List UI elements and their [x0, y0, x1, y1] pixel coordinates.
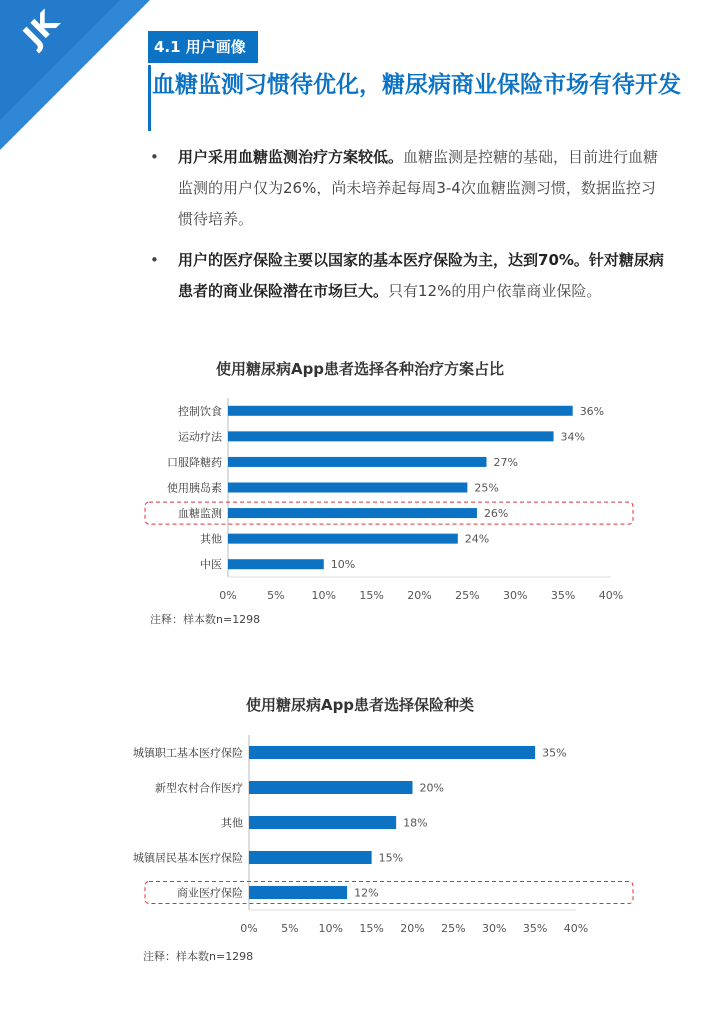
- data-label: 36%: [579, 404, 605, 418]
- x-tick-label: 35%: [550, 589, 576, 602]
- bullet-text: 血糖监测是控糖的基础，目前进行血糖监测的用户仅为26%，尚未培养起每周3-4次血糖监测习惯，数据监控习惯待培养。: [178, 148, 659, 228]
- x-tick-label: 20%: [400, 922, 425, 935]
- category-label: 城镇居民基本医疗保险: [133, 851, 243, 865]
- bar: [249, 816, 396, 829]
- bar: [228, 457, 487, 467]
- x-tick-label: 30%: [482, 922, 507, 935]
- x-tick-label: 40%: [563, 922, 589, 935]
- x-tick-label: 10%: [318, 922, 343, 935]
- brand-logo: [0, 0, 150, 150]
- bar: [228, 534, 458, 544]
- bullet-dot: •: [150, 251, 159, 269]
- category-label: 新型农村合作医疗: [155, 781, 243, 795]
- category-label: 中医: [200, 558, 222, 572]
- x-tick-label: 25%: [455, 589, 480, 602]
- bar: [228, 483, 467, 493]
- bullet-list: [148, 142, 668, 317]
- chart-insurance: [0, 735, 720, 940]
- x-tick-label: 20%: [407, 589, 432, 602]
- data-label: 12%: [354, 886, 379, 900]
- bar: [228, 559, 324, 569]
- bullet-item: [148, 245, 668, 307]
- bullet-bold-text: 用户的医疗保险主要以国家的基本医疗保险为主，达到70%。针对糖尿病患者的商业保险潜在市场巨大。: [178, 251, 664, 300]
- bar: [249, 781, 413, 794]
- category-label: 控制饮食: [178, 404, 222, 418]
- bar: [228, 406, 573, 416]
- chart-note-insurance: 注释：样本数n=1298: [143, 950, 254, 963]
- chart-title-insurance: 使用糖尿病App患者选择保险种类: [245, 696, 475, 714]
- category-label: 运动疗法: [178, 430, 222, 444]
- category-label: 其他: [221, 816, 243, 830]
- bar: [249, 746, 535, 759]
- x-tick-label: 5%: [281, 922, 299, 935]
- data-label: 34%: [560, 430, 586, 444]
- x-tick-label: 25%: [441, 922, 466, 935]
- data-label: 26%: [483, 507, 509, 521]
- x-tick-label: 35%: [522, 922, 548, 935]
- headline-accent-bar: [148, 65, 151, 131]
- x-tick-label: 15%: [359, 922, 384, 935]
- data-label: 10%: [330, 558, 356, 572]
- x-tick-label: 0%: [219, 589, 237, 602]
- section-tag: 4.1 用户画像: [148, 31, 258, 63]
- bullet-item: [148, 142, 668, 235]
- x-tick-label: 5%: [267, 589, 285, 602]
- bullet-dot: •: [150, 148, 159, 166]
- category-label: 口服降糖药: [167, 455, 222, 469]
- data-label: 27%: [493, 455, 518, 469]
- chart-treatment: [0, 395, 720, 610]
- x-tick-label: 15%: [359, 589, 384, 602]
- category-label: 城镇职工基本医疗保险: [133, 746, 243, 760]
- bar: [249, 886, 347, 899]
- bar: [228, 508, 477, 518]
- bar: [228, 431, 554, 441]
- data-label: 35%: [542, 746, 567, 760]
- category-label: 使用胰岛素: [167, 481, 222, 495]
- category-label: 血糖监测: [178, 507, 222, 521]
- x-tick-label: 40%: [598, 589, 624, 602]
- x-tick-label: 30%: [503, 589, 528, 602]
- x-tick-label: 0%: [240, 922, 258, 935]
- logo-text: JK: [16, 4, 66, 54]
- data-label: 20%: [419, 781, 444, 795]
- data-label: 15%: [378, 851, 404, 865]
- bullet-text: 只有12%的用户依靠商业保险。: [388, 282, 602, 300]
- data-label: 18%: [403, 816, 428, 830]
- data-label: 24%: [464, 532, 490, 546]
- x-tick-label: 10%: [311, 589, 336, 602]
- bar: [249, 851, 372, 864]
- chart-note-treatment: 注释：样本数n=1298: [150, 613, 261, 626]
- page-title: 血糖监测习惯待优化，糖尿病商业保险市场有待开发: [152, 72, 681, 98]
- category-label: 商业医疗保险: [177, 886, 243, 900]
- chart-title-treatment: 使用糖尿病App患者选择各种治疗方案占比: [215, 360, 505, 378]
- category-label: 其他: [200, 532, 222, 546]
- bullet-bold-text: 用户采用血糖监测治疗方案较低。: [178, 148, 404, 166]
- data-label: 25%: [474, 481, 499, 495]
